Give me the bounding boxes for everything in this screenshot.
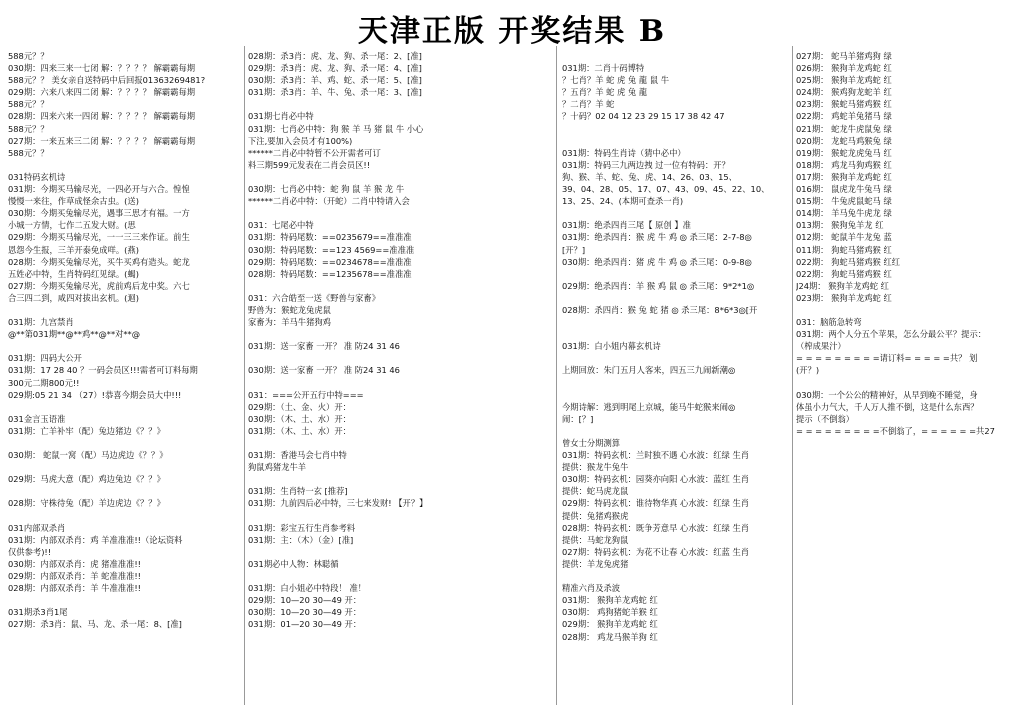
text-line: 031期：四码大公开: [8, 353, 82, 364]
text-line: 028期：特码尾数：==1235678==准准准: [248, 268, 412, 279]
text-line: 027期：今期买兔输尽光，虎前鸡后龙中奖。六七: [8, 280, 190, 291]
text-line: 031期：01—20 30—49 开：: [248, 619, 362, 630]
text-line: 015期： 牛兔虎鼠蛇马 绿: [796, 196, 892, 207]
text-line: 今期诗解：逃到明尾上京城，能马牛蛇猴来闹◎: [562, 401, 736, 412]
text-line: 031期：特码生肖诗（猜中必中）: [562, 147, 686, 158]
text-line: ？五肖？羊 蛇 虎 兔 龍: [562, 87, 648, 98]
text-line: 030期：10—20 30—49 开：: [248, 607, 362, 618]
text-line: [248, 171, 480, 183]
text-line: 031期必中人物：林聪循: [248, 558, 339, 569]
text-line: 提示（不倒翁）: [796, 413, 855, 424]
text-line: @**第031期**@**鸡**@**对**@: [8, 329, 140, 340]
text-line: 提供：兔猪鸡猴虎: [562, 510, 629, 521]
text-line: 031期：17 28 40 ？一码会员区!!!需者可订料每期: [8, 365, 198, 376]
text-line: 031期：二肖十码博特: [562, 63, 645, 74]
text-line: [562, 570, 788, 582]
text-line: 028期： 鸡龙马猴羊狗 红: [562, 631, 658, 642]
text-line: [8, 461, 240, 473]
text-line: 027期： 蛇马羊猪鸡狗 绿: [796, 51, 892, 61]
text-line: 028期：特码玄机：既争芳意早 心水波：红绿 生肖: [562, 522, 750, 533]
text-line: 029期：特码玄机：谁待物华真 心水波：红绿 生肖: [562, 498, 750, 509]
text-line: [8, 437, 240, 449]
text-line: ******二肖必中特：（开蛇）二肖中特请入会: [248, 196, 410, 207]
text-line: [248, 328, 480, 340]
text-line: 022期： 狗蛇马猪鸡猴 红红: [796, 256, 901, 267]
text-line: 精准六肖及杀波: [562, 583, 621, 594]
text-line: [562, 123, 788, 135]
text-line: 慢慢一来往，作草成怪余古虫。(送): [8, 196, 139, 207]
column-3: [562, 50, 788, 643]
column-divider: [556, 46, 557, 705]
text-line: 031期：彩宝五行生肖参考料: [248, 522, 356, 533]
text-line: ？二肖？羊 蛇: [562, 99, 615, 110]
text-line: [248, 98, 480, 110]
text-line: 恩怨今生报，三羊开泰免成咩。(燕): [8, 244, 139, 255]
text-line: [562, 377, 788, 389]
text-line: 仅供参考)!!: [8, 546, 52, 557]
text-line: [248, 352, 480, 364]
text-line: 031期：白小姐必中特段！ 准！: [248, 583, 367, 594]
text-line: 031期：两个人分五个苹果，怎么分最公平？提示：: [796, 329, 987, 340]
text-line: [8, 340, 240, 352]
text-line: 狗鼠鸡猪龙牛羊: [248, 462, 307, 473]
text-line: [248, 207, 480, 219]
text-line: 031期： 猴狗羊龙鸡蛇 红: [562, 595, 658, 606]
text-line: 017期： 猴狗羊龙鸡蛇 红: [796, 171, 892, 182]
text-line: [8, 304, 240, 316]
text-line: 031期：生肖特一玄 [推荐]: [248, 486, 348, 497]
text-line: 031期：九宫禁肖: [8, 317, 74, 328]
text-line: 031期：特码玄机：兰时独不遇 心水波：红绿 生肖: [562, 450, 750, 461]
text-line: 030期： 蛇鼠一窝（配）马边虎边《？？》: [8, 450, 168, 461]
text-line: 029期：六来八来四二闭 解：？？？？ 解霸霸每期: [8, 87, 196, 98]
text-line: 029期：（土、金、火）开：: [248, 401, 351, 412]
text-line: 588元？？: [8, 99, 49, 110]
text-line: 031：===公开五行中特===: [248, 389, 364, 400]
text-line: 031期：送一家畜 一开？ 准 防24 31 46: [248, 341, 400, 352]
text-line: 588元？？: [8, 123, 49, 134]
text-line: 031期：白小姐内幕玄机诗: [562, 341, 661, 352]
text-line: ？七肖？羊 蛇 虎 兔 龍 鼠 牛: [562, 75, 670, 86]
text-line: 031金言玉语准: [8, 413, 66, 424]
text-line: 031特码玄机诗: [8, 171, 66, 182]
text-line: [796, 377, 1018, 389]
text-line: 028期：守株待兔（配）羊边虎边《？？》: [8, 498, 165, 509]
text-line: 030期：一个公公的精神好，从早到晚不睡觉，身: [796, 389, 978, 400]
text-line: 029期：特码尾数：==0234678==准准准: [248, 256, 412, 267]
text-line: 029期：绝杀四肖：羊 猴 鸡 鼠 ◎ 杀三尾：9*2*1◎: [562, 280, 755, 291]
text-line: 031期：杀3肖：羊、牛、兔、杀一尾：3、[准]: [248, 87, 422, 98]
text-line: 020期： 龙蛇马鸡猴兔 绿: [796, 135, 892, 146]
text-line: 闹：[？]: [562, 413, 594, 424]
text-line: [8, 401, 240, 413]
text-line: 031期：今期买马输尽光，一四必开与六合。惶惶: [8, 184, 190, 195]
text-line: 030期：七肖必中特：蛇 狗 鼠 羊 猴 龙 牛: [248, 184, 405, 195]
text-line: 029期：10—20 30—49 开：: [248, 595, 362, 606]
text-line: 030期：四来三来一七闭 解：？？？？ 解霸霸每期: [8, 63, 196, 74]
text-line: [562, 292, 788, 304]
column-divider: [792, 46, 793, 705]
text-line: [248, 377, 480, 389]
text-line: 027期：特码玄机：为花不让春 心水波：红蓝 生肖: [562, 546, 750, 557]
text-line: 023期： 猴狗羊龙鸡蛇 红: [796, 292, 892, 303]
text-line: 031期：特码尾数：==0235679==准准准: [248, 232, 412, 243]
text-line: 029期：杀3肖：虎、龙、狗、杀一尾：4、[准]: [248, 63, 422, 74]
text-line: [开？]: [562, 244, 586, 255]
text-line: 提供：马蛇龙狗鼠: [562, 534, 629, 545]
text-line: 029期：今期买马输尽光，一一三三来作证。前生: [8, 232, 190, 243]
text-line: [562, 135, 788, 147]
text-line: [562, 328, 788, 340]
text-line: 031期杀3肖1尾: [8, 607, 68, 618]
text-line: 011期： 狗蛇马猪鸡猴 红: [796, 244, 892, 255]
text-line: 031期：九前四后必中特，三七来发财! 【开？】: [248, 498, 428, 509]
text-line: [8, 159, 240, 171]
text-line: 上期回放：朱门五月人客来，四五三九闹新潮◎: [562, 365, 736, 376]
text-line: 030期：今期买兔输尽光，遇事三思才有福。一方: [8, 208, 190, 219]
text-line: 028期：杀四肖：猴 兔 蛇 猪 ◎ 杀三尾：8*6*3◎[开: [562, 304, 758, 315]
text-line: 小城一方情，七作二五发大财。(思: [8, 220, 136, 231]
text-line: = = = = = = = = =不倒翁了，= = = = = =共27: [796, 425, 995, 436]
text-line: 031期：绝杀四肖：猴 虎 牛 鸡 ◎ 杀三尾：2-7-8◎: [562, 232, 752, 243]
text-line: 031：七尾必中特: [248, 220, 314, 231]
text-line: 030期：（木、土、水）开：: [248, 413, 351, 424]
text-line: 031期七肖必中特: [248, 111, 314, 122]
text-line: 体虽小力气大，千人万人推不倒，这是什么东西？: [796, 401, 979, 412]
text-line: 030期：杀3肖：羊、鸡、蛇、杀一尾：5、[准]: [248, 75, 422, 86]
text-line: 026期： 猴狗羊龙鸡蛇 红: [796, 63, 892, 74]
text-line: 030期： 鸡狗猪蛇羊猴 红: [562, 607, 658, 618]
text-line: 588元？？: [8, 147, 49, 158]
text-line: 曾女士分期测算: [562, 438, 621, 448]
text-line: 39、04、28、05、17、07、43、09、45、22、10、: [562, 184, 770, 195]
text-line: 031：脑筋急转弯: [796, 317, 862, 328]
text-line: 030期：特码玄机：园葵亦向阳 心水波：蓝红 生肖: [562, 474, 750, 485]
text-line: 031期：内部双杀肖：鸡 羊准准准!!（论坛资料: [8, 534, 183, 545]
text-line: 合三四二到，咸四对拔出玄机。(迴): [8, 292, 139, 303]
text-line: 019期： 猴蛇龙虎兔马 红: [796, 147, 892, 158]
text-line: 027期：一来五来三二闭 解：？？？？ 解霸霸每期: [8, 135, 196, 146]
text-line: 028期：内部双杀肖：羊 牛准准准!!: [8, 583, 141, 594]
text-line: 029期:05 21 34 （27）!恭喜今期会员大中!!!: [8, 389, 182, 400]
text-line: 027期：杀3肖：鼠、马、龙、杀一尾：8、[准]: [8, 619, 182, 630]
text-line: [8, 510, 240, 522]
column-2: [248, 50, 480, 631]
text-line: 028期：四来六来一四闭 解：？？？？ 解霸霸每期: [8, 111, 196, 122]
text-line: [562, 316, 788, 328]
text-line: 13、25、24、(本期可查杀一肖): [562, 196, 684, 207]
text-line: ******二肖必中特暂不公开需者可订: [248, 147, 381, 158]
text-line: 狗、猴、羊、蛇、兔、虎、14、26、03、15、: [562, 171, 737, 182]
text-line: [248, 510, 480, 522]
text-line: (开？): [796, 365, 820, 376]
text-line: 029期：内部双杀肖：羊 蛇准准准!!: [8, 571, 141, 582]
text-line: 料三期599元发表在二肖会员区!!: [248, 159, 371, 170]
text-line: 300元二期800元!!: [8, 377, 80, 388]
text-line: 012期： 蛇鼠羊牛龙兔 蓝: [796, 232, 892, 243]
text-line: 031期：香港马会七肖中特: [248, 450, 347, 461]
text-line: 014期： 羊马兔牛虎龙 绿: [796, 208, 892, 219]
text-line: 021期： 蛇龙牛虎鼠兔 绿: [796, 123, 892, 134]
text-line: [796, 304, 1018, 316]
text-line: 031期：七肖必中特：狗 猴 羊 马 猪 鼠 牛 小心: [248, 123, 424, 134]
text-line: 029期： 猴狗羊龙鸡蛇 红: [562, 619, 658, 630]
text-line: 031期：（木、土、水）开：: [248, 425, 351, 436]
text-line: （榨成果汁）: [796, 341, 846, 352]
text-line: 031期：亡羊补牢（配）兔边猪边《？？》: [8, 425, 165, 436]
text-line: 五姓必中特，生肖特码红见绿。(蝎): [8, 268, 139, 279]
text-line: 031期：特码三九两边拽 过一位有特码：开？: [562, 159, 730, 170]
text-line: 024期： 猴鸡狗龙蛇羊 红: [796, 87, 892, 98]
text-line: 588元？？: [8, 51, 49, 61]
text-line: ？十码？02 04 12 23 29 15 17 38 42 47: [562, 111, 725, 122]
text-line: 提供：猴龙牛兔牛: [562, 462, 629, 473]
text-line: 提供：蛇马虎龙鼠: [562, 486, 629, 497]
text-line: 030期：特码尾数：==123 4569==准准准: [248, 244, 415, 255]
text-line: 031期：绝杀四肖三尾【 原创 】准: [562, 220, 691, 231]
column-divider: [244, 46, 245, 705]
text-line: 031：六合皓至一送《野兽与家畜》: [248, 292, 380, 303]
text-line: [562, 425, 788, 437]
text-line: 022期： 狗蛇马猪鸡猴 红: [796, 268, 892, 279]
text-line: 016期： 鼠虎龙牛兔马 绿: [796, 184, 892, 195]
text-line: 025期： 猴狗羊龙鸡蛇 红: [796, 75, 892, 86]
text-line: [562, 268, 788, 280]
text-line: [8, 594, 240, 606]
text-line: 018期： 鸡龙马狗鸡猴 红: [796, 159, 892, 170]
text-line: [248, 546, 480, 558]
text-line: [248, 570, 480, 582]
text-line: = = = = = = = = =请订料= = = = =共？ 划: [796, 353, 978, 364]
column-1: [8, 50, 240, 631]
column-4: [796, 50, 1018, 437]
text-line: 家畜为：羊马牛猪狗鸡: [248, 317, 331, 328]
text-line: 013期： 猴狗兔羊龙 红: [796, 220, 884, 231]
text-line: 030期：送一家畜 一开？ 准 防24 31 46: [248, 365, 400, 376]
text-line: [562, 50, 788, 62]
text-line: 023期： 猴蛇马猪鸡猴 红: [796, 99, 892, 110]
text-line: 野兽为：猴蛇龙兔虎鼠: [248, 304, 331, 315]
text-line: 030期：内部双杀肖：虎 猪准准准!!: [8, 558, 141, 569]
text-line: J24期： 猴狗羊龙鸡蛇 红: [796, 280, 889, 291]
text-line: 028期：今期买兔输尽光，买牛买鸡有造头。蛇龙: [8, 256, 190, 267]
text-line: 028期：杀3肖：虎、龙、狗、杀一尾：2、[准]: [248, 51, 422, 61]
text-line: [248, 473, 480, 485]
text-line: [562, 389, 788, 401]
text-line: [562, 207, 788, 219]
text-line: 提供：羊龙兔虎猪: [562, 558, 629, 569]
text-line: [562, 352, 788, 364]
text-line: [248, 280, 480, 292]
page-title: 天津正版 开奖结果 B: [357, 14, 667, 49]
text-line: 下注,要加入会员才有100%): [248, 135, 353, 146]
text-line: 031期：主：（木）（金）[准]: [248, 534, 354, 545]
text-line: 031内部双杀肖: [8, 522, 66, 533]
text-line: 029期：马虎大意（配）鸡边兔边《？？》: [8, 474, 165, 485]
text-line: [8, 485, 240, 497]
text-line: [248, 437, 480, 449]
text-line: 588元？？ 美女亲自送特码中后回报01363269481?: [8, 75, 206, 86]
text-line: 030期：绝杀四肖：猪 虎 牛 鸡 ◎ 杀三尾：0-9-8◎: [562, 256, 752, 267]
text-line: 022期： 鸡蛇羊兔猪马 绿: [796, 111, 892, 122]
